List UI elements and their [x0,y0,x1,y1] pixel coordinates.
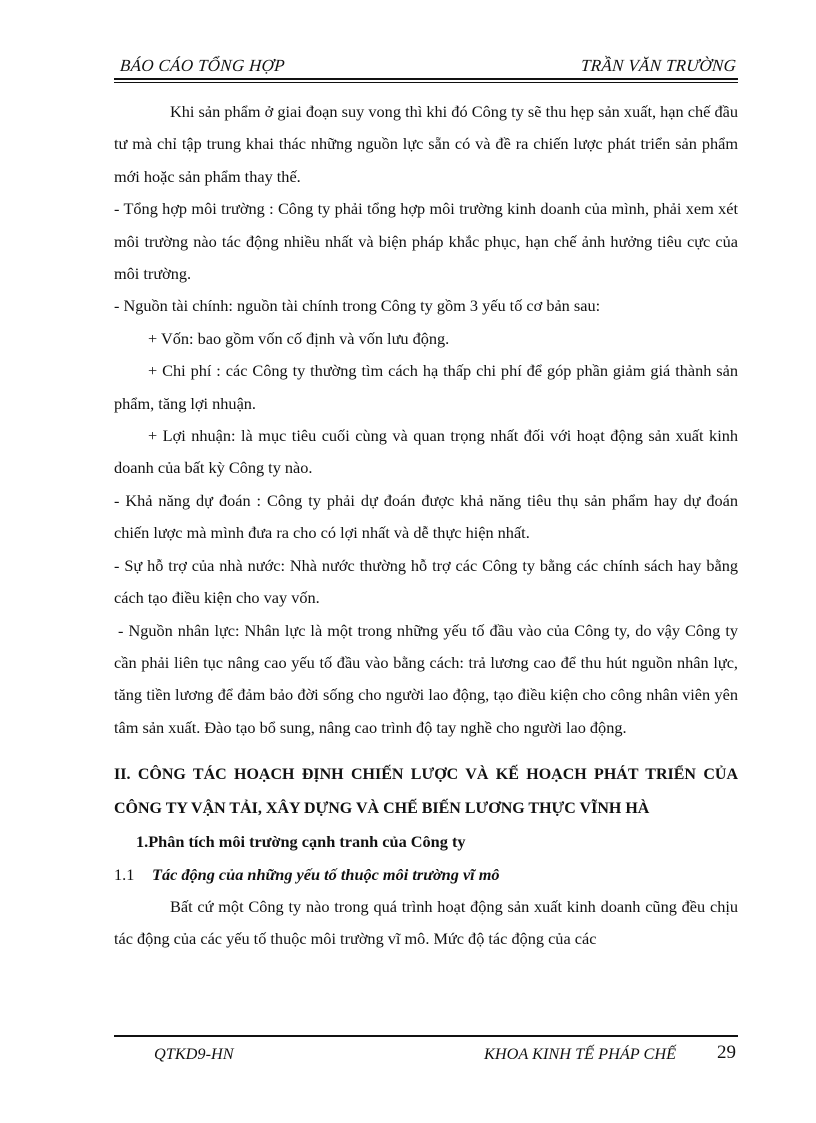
footer-rule [114,1035,738,1037]
list-item-capital: + Vốn: bao gồm vốn cố định và vốn lưu động. [148,328,450,348]
subsubsection-title: Tác động của những yếu tố thuộc môi trường vĩ mô [152,864,500,884]
list-item-costs: + Chi phí : các Công ty thường tìm cách hạ thấp chi phí để góp phần giảm giá thành sản phẩm, tăng lợi nhuận. [114,361,738,413]
list-item-profit: + Lợi nhuận: là mục tiêu cuối cùng và quan trọng nhất đối với hoạt động sản xuất kinh doanh của bất kỳ Công ty nào. [114,426,738,478]
paragraph-financial-sources: - Nguồn tài chính: nguồn tài chính trong Công ty gồm 3 yếu tố cơ bản sau: [114,296,601,316]
paragraph-state-support: - Sự hỗ trợ của nhà nước: Nhà nước thường hỗ trợ các Công ty bằng các chính sách hay bằng cách tạo điều kiện cho vay vốn. [114,555,738,608]
subsubsection-number: 1.1 [114,864,135,884]
paragraph-forecasting: - Khả năng dự đoán : Công ty phải dự đoán được khả năng tiêu thụ sản phẩm hay dự đoán chiến lược mà mình đưa ra cho có lợi nhất và dễ thực hiện nhất. [114,490,738,543]
page-header [116,56,736,78]
document-body [114,96,738,956]
header-rule-thin [114,82,738,83]
header-author-name: TRẦN VĂN TRƯỜNG [580,56,737,75]
paragraph-decline-stage: Khi sản phẩm ở giai đoạn suy vong thì khi đó Công ty sẽ thu hẹp sản xuất, hạn chế đầu tư mà chỉ tập trung khai thác những nguồn lực sẵn có và đề ra chiến lược phát triển sản phẩm mới hoặc sản phẩm thay thế. [114,102,738,186]
paragraph-macro-environment: Bất cứ một Công ty nào trong quá trình hoạt động sản xuất kinh doanh cũng đều chịu tác động của các yếu tố thuộc môi trường vĩ mô. Mức độ tác động của các [114,896,738,949]
footer-faculty: KHOA KINH TẾ PHÁP CHẾ [484,1044,677,1063]
subsubsection-heading [114,859,738,891]
paragraph-environment-synthesis: - Tổng hợp môi trường : Công ty phải tổng hợp môi trường kinh doanh của mình, phải xem xét môi trường nào tác động nhiều nhất và biện pháp khắc phục, hạn chế ảnh hưởng tiêu cực của môi trường. [114,199,738,284]
paragraph-human-resources: - Nguồn nhân lực: Nhân lực là một trong những yếu tố đầu vào của Công ty, do vậy Công ty cần phải liên tục nâng cao yếu tố đầu vào bằng cách: trả lương cao để thu hút nguồn nhân lực, tăng tiền lương để đảm bảo đời sống cho người lao động, tạo điều kiện cho công nhân viên yên tâm sản xuất. Đào tạo bổ sung, nâng cao trình độ tay nghề cho người lao động. [114,620,738,737]
section-heading: II. CÔNG TÁC HOẠCH ĐỊNH CHIẾN LƯỢC VÀ KẾ HOẠCH PHÁT TRIỂN CỦA CÔNG TY VẬN TẢI, XÂY DỰNG VÀ CHẾ BIẾN LƯƠNG THỰC VĨNH HÀ [114,766,738,818]
footer-class-code: QTKD9-HN [154,1044,234,1063]
subsection-heading: 1.Phân tích môi trường cạnh tranh của Công ty [136,832,466,852]
header-report-title: BÁO CÁO TỔNG HỢP [119,56,286,75]
page-number: 29 [717,1042,736,1063]
page-footer [114,1044,738,1068]
header-rule-thick [114,78,738,80]
